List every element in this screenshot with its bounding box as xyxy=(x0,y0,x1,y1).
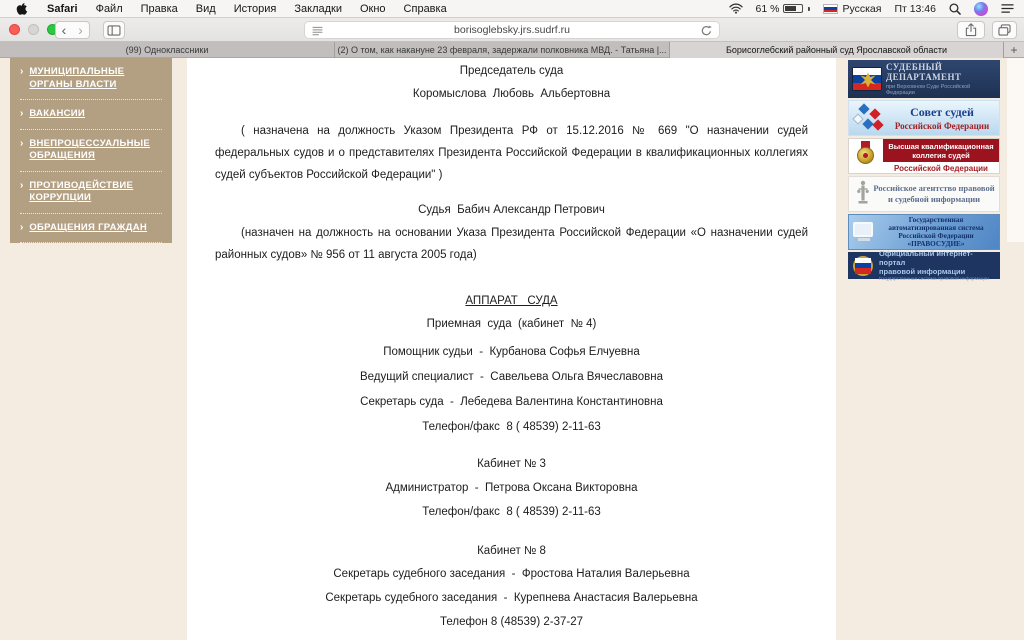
banner-line: Российской Федерации xyxy=(898,232,974,240)
menubar-item-help[interactable]: Справка xyxy=(403,2,447,15)
sidebar-item-label: ВНЕПРОЦЕССУАЛЬНЫЕ ОБРАЩЕНИЯ xyxy=(29,137,150,161)
coat-of-arms-icon xyxy=(852,67,882,91)
phone-line: Телефон/факс 8 ( 48539) 2-11-63 xyxy=(422,506,601,518)
banner-line: Официальный интернет-портал xyxy=(879,249,973,267)
menubar-item-history[interactable]: История xyxy=(233,2,277,15)
reception-heading: Приемная суда (кабинет № 4) xyxy=(426,318,597,330)
banner-official-legal-portal[interactable] xyxy=(848,249,1000,282)
sidebar-item-anticorruption[interactable] xyxy=(20,172,162,214)
russian-flag-icon xyxy=(823,4,838,14)
share-button[interactable] xyxy=(957,21,985,39)
url-text: borisoglebsky.jrs.sudrf.ru xyxy=(454,24,570,36)
apple-icon xyxy=(16,2,28,16)
sidebar-item-label: ПРОТИВОДЕЙСТВИЕ КОРРУПЦИИ xyxy=(29,179,134,203)
chevron-right-icon: › xyxy=(20,179,24,191)
banner-title: СУДЕБНЫЙ ДЕПАРТАМЕНТ xyxy=(886,62,962,82)
banner-title: Совет судей xyxy=(910,105,974,119)
menubar-item-safari[interactable]: Safari xyxy=(47,2,78,15)
chevron-right-icon: › xyxy=(20,221,24,233)
refresh-icon[interactable] xyxy=(701,25,712,37)
office3-heading: Кабинет № 3 xyxy=(477,458,546,470)
banner-line: правовой информации xyxy=(879,267,966,276)
banner-line: Государственная система правовой информации xyxy=(879,277,989,282)
staff-line: Администратор - Петрова Оксана Викторовна xyxy=(385,482,638,494)
computer-monitor-icon xyxy=(852,221,876,243)
back-button[interactable]: ‹ xyxy=(55,21,73,39)
notification-center-icon[interactable] xyxy=(1001,3,1014,14)
left-navigation-menu xyxy=(10,58,172,243)
banner-line: коллегия судей xyxy=(912,150,970,160)
menubar-item-view[interactable]: Вид xyxy=(195,2,216,15)
chevron-right-icon: › xyxy=(20,137,24,149)
reader-view-icon[interactable] xyxy=(312,26,323,36)
court-staff-heading: АППАРАТ СУДА xyxy=(465,295,558,307)
sidebar-item-label: ОБРАЩЕНИЯ ГРАЖДАН xyxy=(29,221,148,233)
chairman-name: Коромыслова Любовь Альбертовна xyxy=(412,88,611,100)
chevron-right-icon: › xyxy=(20,108,24,119)
menubar-item-window[interactable]: Окно xyxy=(359,2,386,15)
safari-toolbar xyxy=(0,18,1024,42)
judge-appointment: (назначен на должность на основании Указа Президента Российской Федерации «О назначении судей районных судов» № 956 от 11 августа 2005 года) xyxy=(215,227,808,261)
banner-judicial-department[interactable] xyxy=(848,60,1000,98)
staff-line: Секретарь суда - Лебедева Валентина Константиновна xyxy=(360,396,663,408)
chevron-right-icon: › xyxy=(20,66,24,77)
staff-line: Секретарь судебного заседания - Фростова Наталия Валерьевна xyxy=(333,568,690,580)
banner-legal-information-agency[interactable] xyxy=(848,176,1000,212)
banner-column xyxy=(848,60,1000,281)
wifi-icon[interactable] xyxy=(729,3,743,14)
banner-qualification-board[interactable] xyxy=(848,138,1000,174)
siri-icon[interactable] xyxy=(974,2,988,16)
tab-article[interactable]: (2) О том, как накануне 23 февраля, задержали полковника МВД. - Татьяна |... xyxy=(335,42,670,58)
tab-court-site-active[interactable]: Борисоглебский районный суд Ярославской области xyxy=(670,42,1004,58)
menubar-item-edit[interactable]: Правка xyxy=(140,2,178,15)
battery-percent: 61 % xyxy=(755,2,780,15)
forward-button[interactable]: › xyxy=(72,21,90,39)
phone-line: Телефон 8 (48539) 2-37-27 xyxy=(440,616,583,628)
sidebar-item-label: МУНИЦИПАЛЬНЫЕ ОРГАНЫ ВЛАСТИ xyxy=(29,66,125,90)
address-bar[interactable] xyxy=(304,21,720,39)
sidebar-item-vacancies[interactable] xyxy=(20,100,162,130)
input-language[interactable] xyxy=(823,3,881,15)
banner-line: Государственная xyxy=(908,215,964,224)
close-window-button[interactable] xyxy=(9,24,20,35)
minimize-window-button[interactable] xyxy=(28,24,39,35)
sidebar-item-municipal-authorities[interactable] xyxy=(20,58,162,100)
banner-line: Российское агентство правовой xyxy=(873,183,995,193)
page-right-edge xyxy=(1007,58,1024,242)
banner-gas-pravosudie[interactable] xyxy=(848,214,1000,250)
chairman-appointment: ( назначена на должность Указом Президента РФ от 15.12.2016 № 669 "О назначении судей федеральных судов и о представителях Президента Российской Федерации в квалификационных коллегиях судей субъектов Российской Федерации" ) xyxy=(215,125,808,181)
menubar-item-file[interactable]: Файл xyxy=(95,2,123,15)
sidebar-item-citizen-appeals[interactable] xyxy=(20,214,162,244)
staff-line: Ведущий специалист - Савельева Ольга Вячеславовна xyxy=(359,371,664,383)
banner-subtitle: при Верховном Суде Российской Федерации xyxy=(886,84,971,96)
order-medal-icon xyxy=(849,139,883,173)
sidebar-item-extraprocedural-appeals[interactable] xyxy=(20,130,162,172)
sidebar-toggle-button[interactable] xyxy=(103,21,125,39)
banner-line: Высшая квалификационная xyxy=(888,141,994,151)
banner-line: и судебной информации xyxy=(887,194,981,204)
sidebar-item-label: ВАКАНСИИ xyxy=(29,108,86,119)
battery-status[interactable] xyxy=(756,3,811,15)
macos-menubar xyxy=(0,0,1024,18)
chairman-heading: Председатель суда xyxy=(459,65,564,77)
banner-line: «ПРАВОСУДИЕ» xyxy=(907,240,965,249)
judge-name: Судья Бабич Александр Петрович xyxy=(418,204,605,216)
office8-heading: Кабинет № 8 xyxy=(477,545,546,557)
banner-line: автоматизированная система xyxy=(888,223,984,232)
justice-statue-icon xyxy=(853,180,873,208)
staff-line: Секретарь судебного заседания - Курепнева Анастасия Валерьевна xyxy=(325,592,698,604)
tab-overview-button[interactable] xyxy=(992,21,1017,39)
graduation-caps-icon xyxy=(853,104,885,132)
banner-subtitle: Российской Федерации xyxy=(894,121,990,131)
staff-line: Помощник судьи - Курбанова Софья Елчуевна xyxy=(383,346,640,358)
state-emblem-icon xyxy=(853,256,873,276)
banner-line: Российской Федерации xyxy=(894,164,988,173)
language-label: Русская xyxy=(842,2,882,15)
new-tab-button[interactable]: + xyxy=(1004,42,1024,57)
banner-council-of-judges[interactable] xyxy=(848,100,1000,136)
battery-icon xyxy=(783,4,803,13)
menubar-clock[interactable]: Пт 13:46 xyxy=(894,2,936,15)
menubar-item-bookmarks[interactable]: Закладки xyxy=(294,2,342,15)
apple-menu[interactable] xyxy=(10,2,38,16)
tab-odnoklassniki[interactable]: (99) Одноклассники xyxy=(0,42,335,58)
phone-line: Телефон/факс 8 ( 48539) 2-11-63 xyxy=(422,421,601,433)
tab-bar xyxy=(0,42,1024,58)
spotlight-search-icon[interactable] xyxy=(949,3,961,15)
webpage xyxy=(0,58,1024,640)
main-content xyxy=(187,58,836,640)
